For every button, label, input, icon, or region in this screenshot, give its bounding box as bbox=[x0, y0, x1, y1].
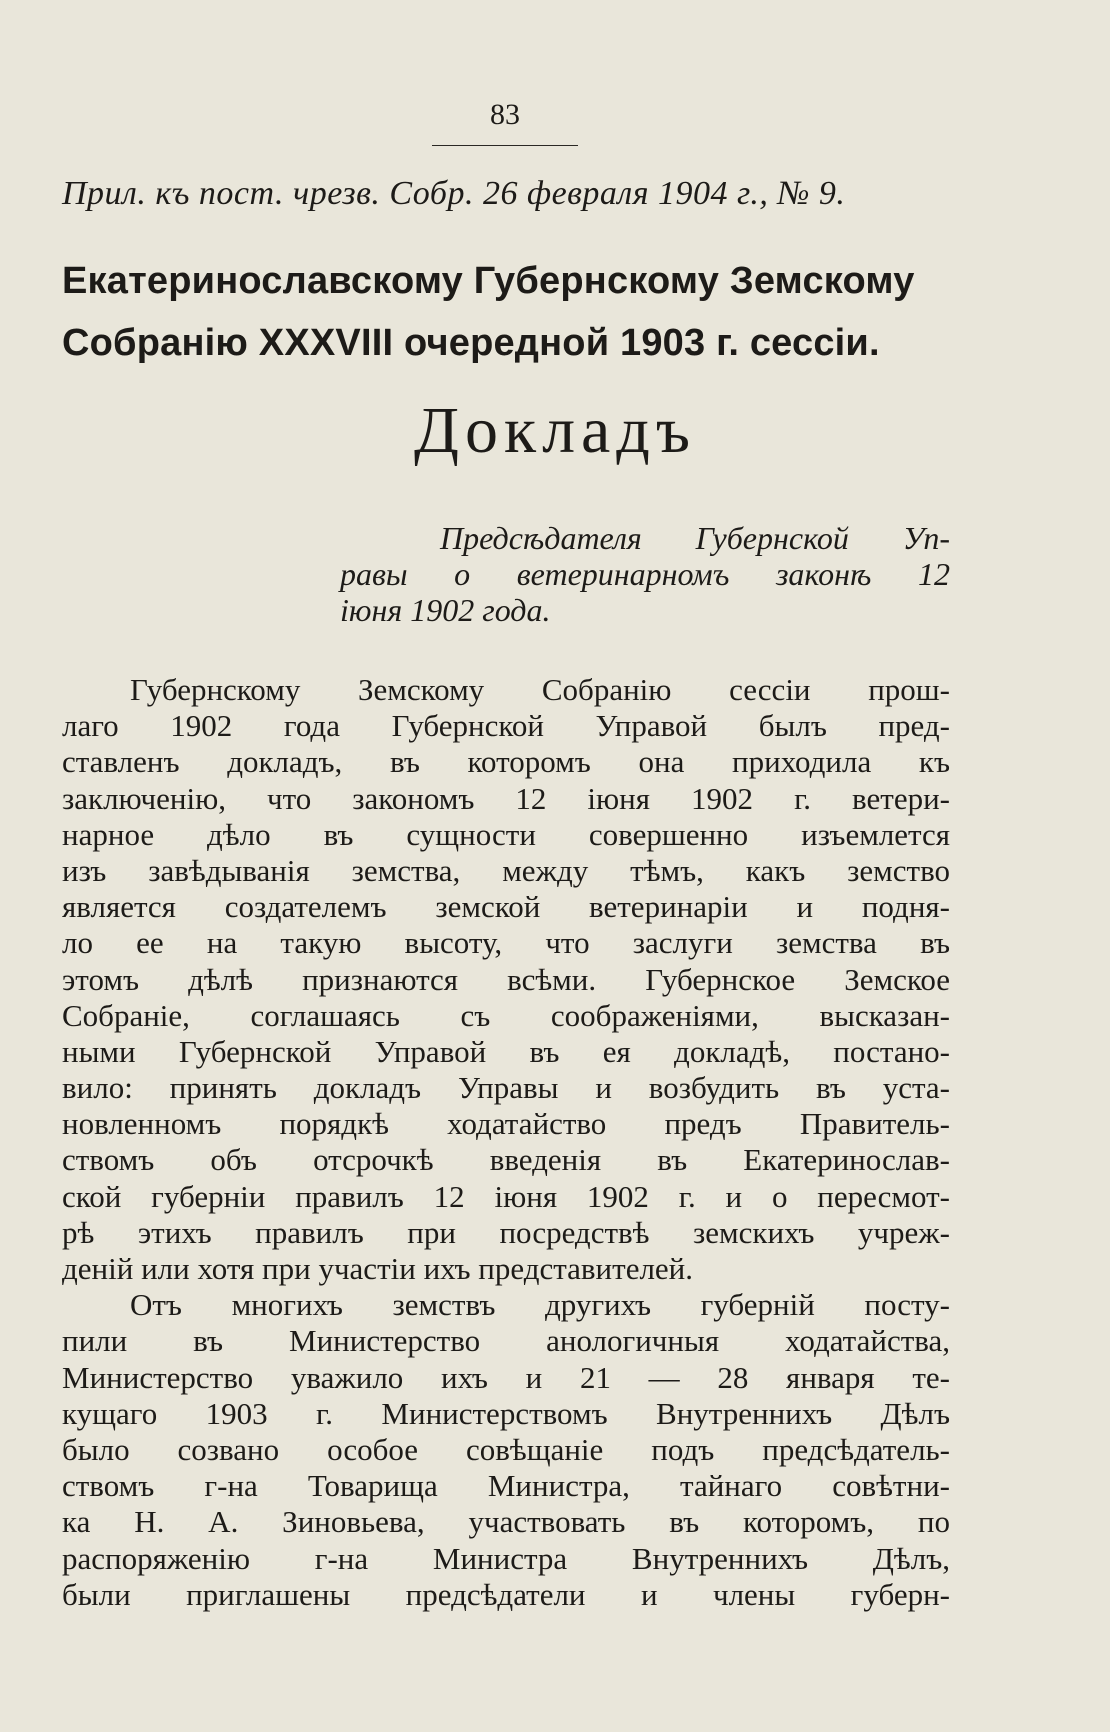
body-line: кущаго 1903 г. Министерствомъ Внутреннихъ Дѣлъ bbox=[62, 1395, 950, 1431]
body-line: ка Н. А. Зиновьева, участвовать въ которомъ, по bbox=[62, 1504, 950, 1540]
body-line: вило: принять докладъ Управы и возбудить въ уста- bbox=[62, 1070, 950, 1106]
subtitle-line-3: іюня 1902 года. bbox=[340, 592, 551, 628]
body-line: лаго 1902 года Губернской Управой былъ пред- bbox=[62, 708, 950, 744]
paragraph-2 bbox=[62, 1287, 950, 1613]
body-line: Собраніе, соглашаясь съ соображеніями, высказан- bbox=[62, 997, 950, 1033]
body-line: является создателемъ земской ветеринаріи и подня- bbox=[62, 889, 950, 925]
document-title: Докладъ bbox=[413, 394, 697, 467]
body-line: были приглашены предсѣдатели и члены губерн- bbox=[62, 1576, 950, 1612]
body-line: этомъ дѣлѣ признаются всѣми. Губернское Земское bbox=[62, 961, 950, 997]
subtitle-line-2: равы о ветеринарномъ законѣ 12 bbox=[340, 556, 950, 592]
heading-line-1: Екатеринославскому Губернскому Земскому bbox=[62, 260, 915, 302]
attachment-note: Прил. къ пост. чрезв. Собр. 26 февраля 1904 г., № 9. bbox=[62, 175, 846, 212]
body-line: заключенію, что закономъ 12 іюня 1902 г. ветери- bbox=[62, 780, 950, 816]
body-line: деній или хотя при участіи ихъ представителей. bbox=[62, 1251, 694, 1286]
body-line: было созвано особое совѣщаніе подъ предсѣдатель- bbox=[62, 1431, 950, 1467]
body-line: ской губерніи правилъ 12 іюня 1902 г. и о пересмот- bbox=[62, 1178, 950, 1214]
paragraph-1 bbox=[62, 672, 950, 1287]
body-line: пили въ Министерство анологичныя ходатайства, bbox=[62, 1323, 950, 1359]
body-line: Отъ многихъ земствъ другихъ губерній посту- bbox=[130, 1287, 950, 1323]
body-line: нарное дѣло въ сущности совершенно изъемлется bbox=[62, 816, 950, 852]
body-text bbox=[62, 672, 950, 1613]
subtitle-line-1: Предсѣдателя Губернской Уп- bbox=[440, 520, 950, 556]
document-subtitle bbox=[340, 520, 950, 628]
body-line: рѣ этихъ правилъ при посредствѣ земскихъ учреж- bbox=[62, 1214, 950, 1250]
body-line: ными Губернской Управой въ ея докладѣ, постано- bbox=[62, 1033, 950, 1069]
body-line: ствомъ объ отсрочкѣ введенія въ Екатеринослав- bbox=[62, 1142, 950, 1178]
heading-line-2: Собранію XXXVIII очередной 1903 г. сессіи. bbox=[62, 322, 880, 364]
body-line: ствомъ г-на Товарища Министра, тайнаго совѣтни- bbox=[62, 1468, 950, 1504]
body-line: ставленъ докладъ, въ которомъ она приходила къ bbox=[62, 744, 950, 780]
body-line: изъ завѣдыванія земства, между тѣмъ, какъ земство bbox=[62, 852, 950, 888]
document-heading bbox=[62, 250, 952, 374]
page-number: 83 bbox=[490, 98, 520, 131]
body-line: Губернскому Земскому Собранію сессіи прош- bbox=[130, 672, 950, 707]
body-line: новленномъ порядкѣ ходатайство предъ Правитель- bbox=[62, 1106, 950, 1142]
body-line: ло ее на такую высоту, что заслуги земства въ bbox=[62, 925, 950, 961]
page-number-rule bbox=[432, 145, 578, 146]
body-line: Министерство уважило ихъ и 21 — 28 января те- bbox=[62, 1359, 950, 1395]
body-line: распоряженію г-на Министра Внутреннихъ Дѣлъ, bbox=[62, 1540, 950, 1576]
